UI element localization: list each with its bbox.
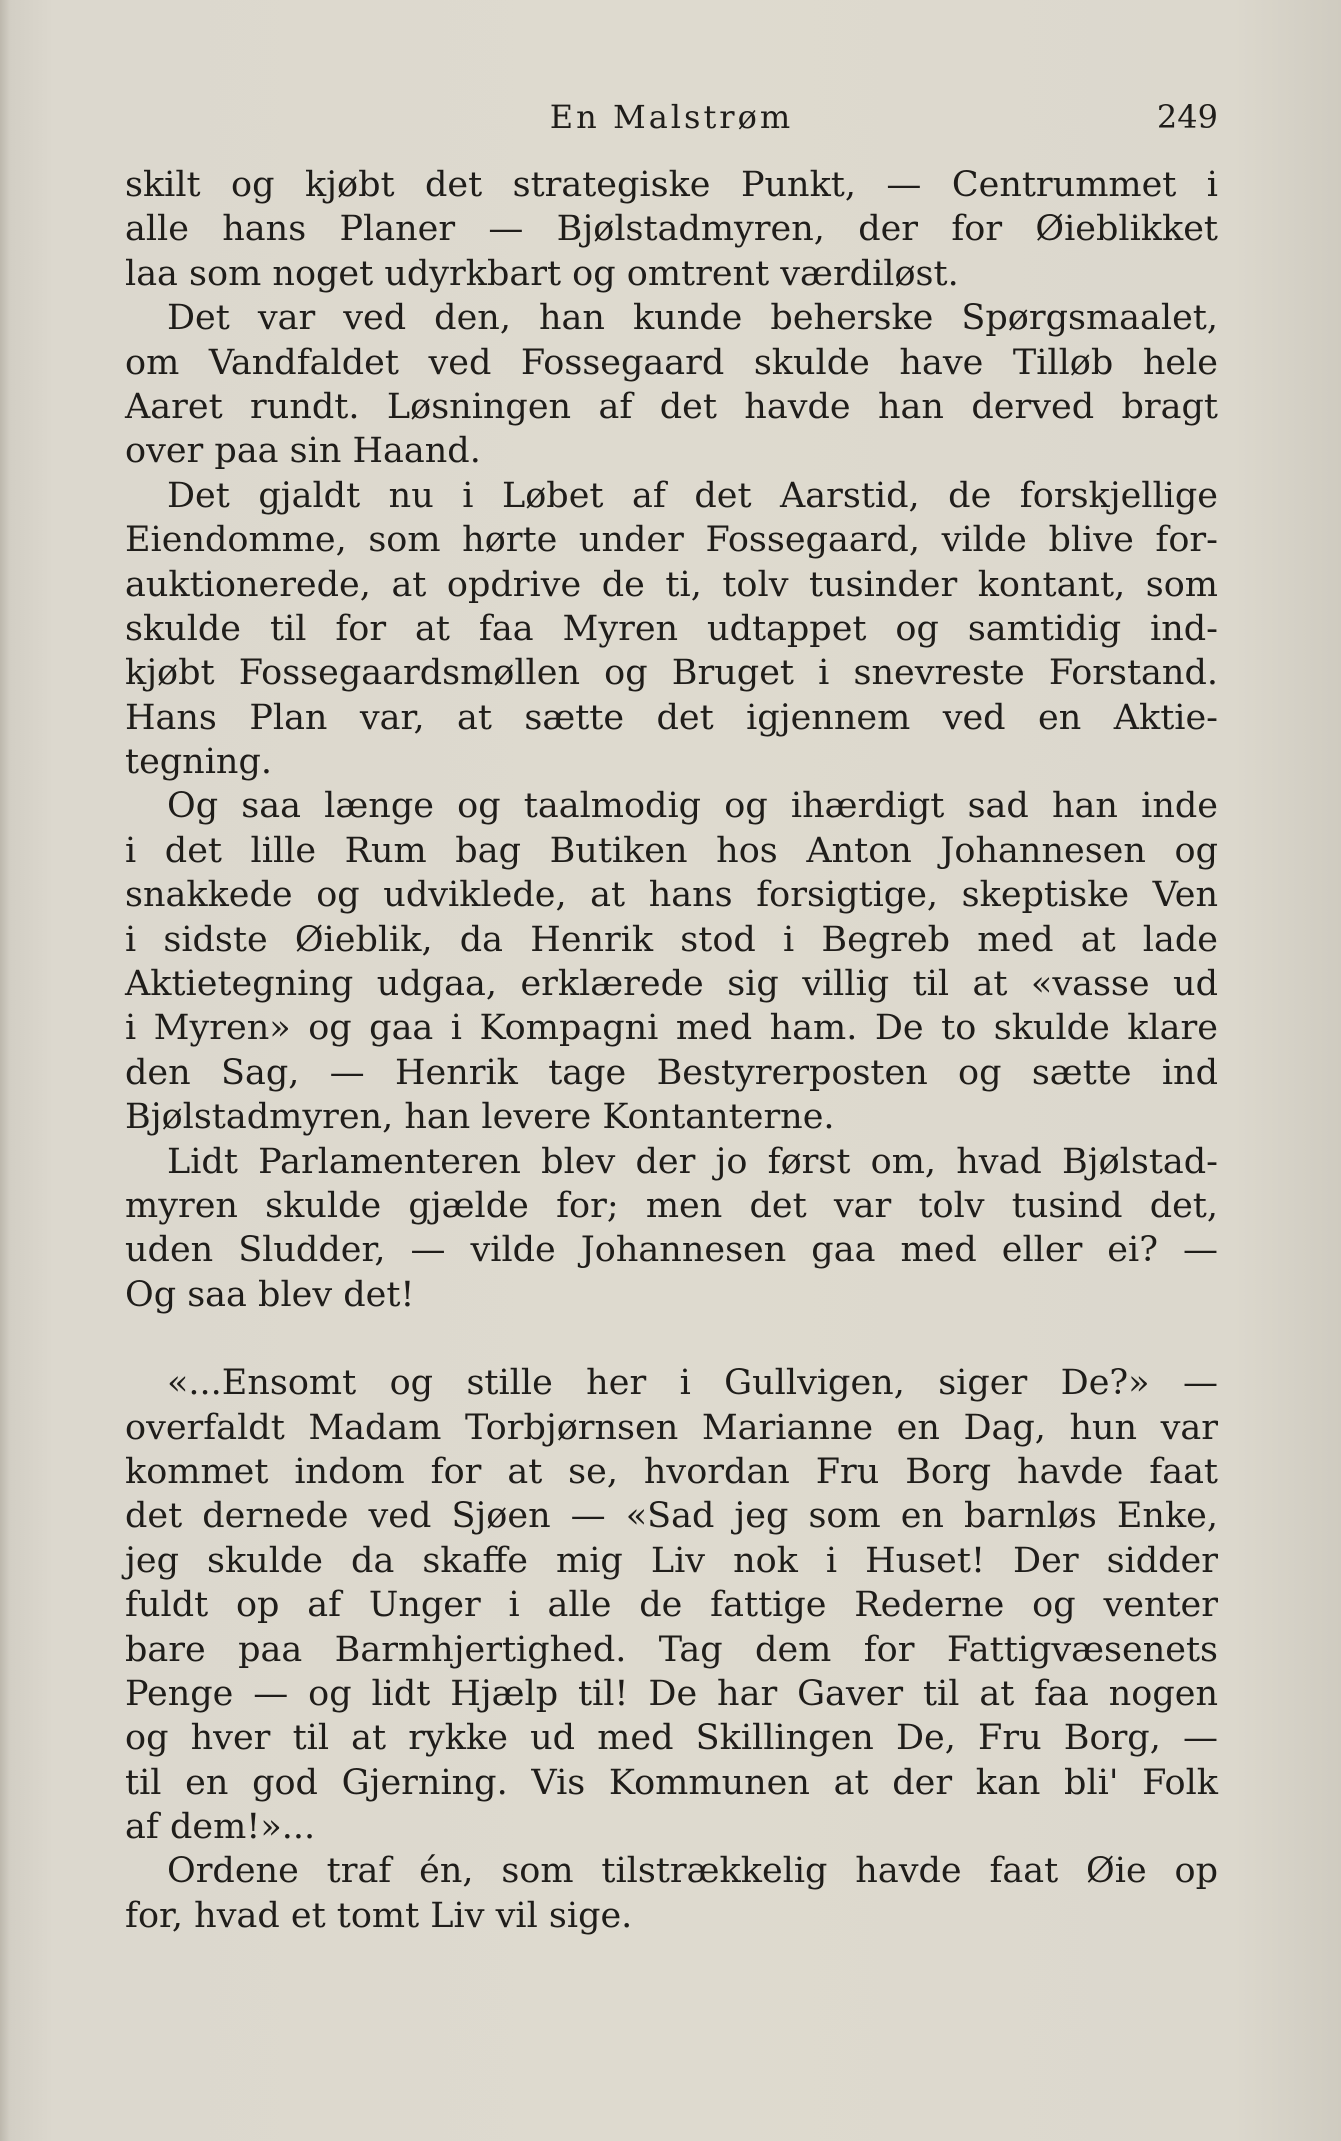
text-line: Aaret rundt. Løsningen af det havde han derved bragt bbox=[125, 386, 1218, 427]
text-line: Og saa blev det! bbox=[125, 1274, 415, 1315]
running-title: En Malstrøm bbox=[549, 98, 794, 136]
page-header bbox=[125, 92, 1218, 142]
text-line: Det var ved den, han kunde beherske Spørgsmaalet, bbox=[167, 298, 1218, 339]
text-line: skulde til for at faa Myren udtappet og samtidig ind- bbox=[125, 608, 1218, 649]
text-line: uden Sludder, — vilde Johannesen gaa med eller ei? — bbox=[125, 1230, 1218, 1271]
text-line: skilt og kjøbt det strategiske Punkt, — Centrummet i bbox=[125, 165, 1218, 205]
page-number: 249 bbox=[1156, 98, 1218, 136]
text-line: Hans Plan var, at sætte det igjennem ved en Aktie- bbox=[125, 697, 1218, 738]
text-line: auktionerede, at opdrive de ti, tolv tusinder kontant, som bbox=[125, 564, 1218, 605]
text-line: den Sag, — Henrik tage Bestyrerposten og sætte ind bbox=[125, 1052, 1218, 1093]
text-line: af dem!»... bbox=[125, 1807, 316, 1848]
text-line: laa som noget udyrkbart og omtrent værdiløst. bbox=[125, 253, 959, 294]
text-line: i det lille Rum bag Butiken hos Anton Johannesen og bbox=[125, 830, 1218, 871]
text-line: det dernede ved Sjøen — «Sad jeg som en barnløs Enke, bbox=[125, 1496, 1218, 1537]
text-line: Lidt Parlamenteren blev der jo først om, hvad Bjølstad- bbox=[167, 1141, 1218, 1182]
text-line: Penge — og lidt Hjælp til! De har Gaver til at faa nogen bbox=[125, 1673, 1218, 1714]
text-line: Bjølstadmyren, han levere Kontanterne. bbox=[125, 1097, 835, 1138]
text-line: kommet indom for at se, hvordan Fru Borg havde faat bbox=[125, 1451, 1218, 1492]
text-line: Eiendomme, som hørte under Fossegaard, vilde blive for- bbox=[125, 520, 1218, 561]
text-line: Det gjaldt nu i Løbet af det Aarstid, de forskjellige bbox=[167, 475, 1218, 516]
text-line: jeg skulde da skaffe mig Liv nok i Huset! Der sidder bbox=[125, 1540, 1218, 1581]
text-line: i sidste Øieblik, da Henrik stod i Begreb med at lade bbox=[125, 919, 1218, 960]
text-line: tegning. bbox=[125, 742, 272, 783]
text-line: Aktietegning udgaa, erklærede sig villig til at «vasse ud bbox=[125, 964, 1218, 1005]
text-line: overfaldt Madam Torbjørnsen Marianne en Dag, hun var bbox=[125, 1407, 1218, 1448]
text-line: om Vandfaldet ved Fossegaard skulde have Tilløb hele bbox=[125, 342, 1218, 383]
text-line: i Myren» og gaa i Kompagni med ham. De to skulde klare bbox=[125, 1008, 1218, 1049]
section-break bbox=[125, 1317, 1218, 1361]
text-line: myren skulde gjælde for; men det var tolv tusind det, bbox=[125, 1185, 1218, 1226]
text-line: kjøbt Fossegaardsmøllen og Bruget i snevreste Forstand. bbox=[125, 653, 1218, 694]
text-line: og hver til at rykke ud med Skillingen De, Fru Borg, — bbox=[125, 1718, 1218, 1759]
text-line: snakkede og udviklede, at hans forsigtige, skeptiske Ven bbox=[125, 875, 1218, 916]
text-line: fuldt op af Unger i alle de fattige Rederne og venter bbox=[125, 1585, 1218, 1626]
page-spine-shadow bbox=[0, 0, 10, 2141]
text-line: alle hans Planer — Bjølstadmyren, der for Øieblikket bbox=[125, 209, 1218, 250]
text-line: til en god Gjerning. Vis Kommunen at der kan bli' Folk bbox=[125, 1762, 1218, 1803]
text-line: Og saa længe og taalmodig og ihærdigt sad han inde bbox=[167, 786, 1218, 827]
text-line: bare paa Barmhjertighed. Tag dem for Fattigvæsenets bbox=[125, 1629, 1218, 1670]
text-line: for, hvad et tomt Liv vil sige. bbox=[125, 1895, 633, 1936]
text-line: Ordene traf én, som tilstrækkelig havde faat Øie op bbox=[167, 1851, 1218, 1892]
body-text bbox=[125, 163, 1218, 1938]
text-line: «...Ensomt og stille her i Gullvigen, siger De?» — bbox=[167, 1363, 1218, 1404]
text-line: over paa sin Haand. bbox=[125, 431, 481, 472]
